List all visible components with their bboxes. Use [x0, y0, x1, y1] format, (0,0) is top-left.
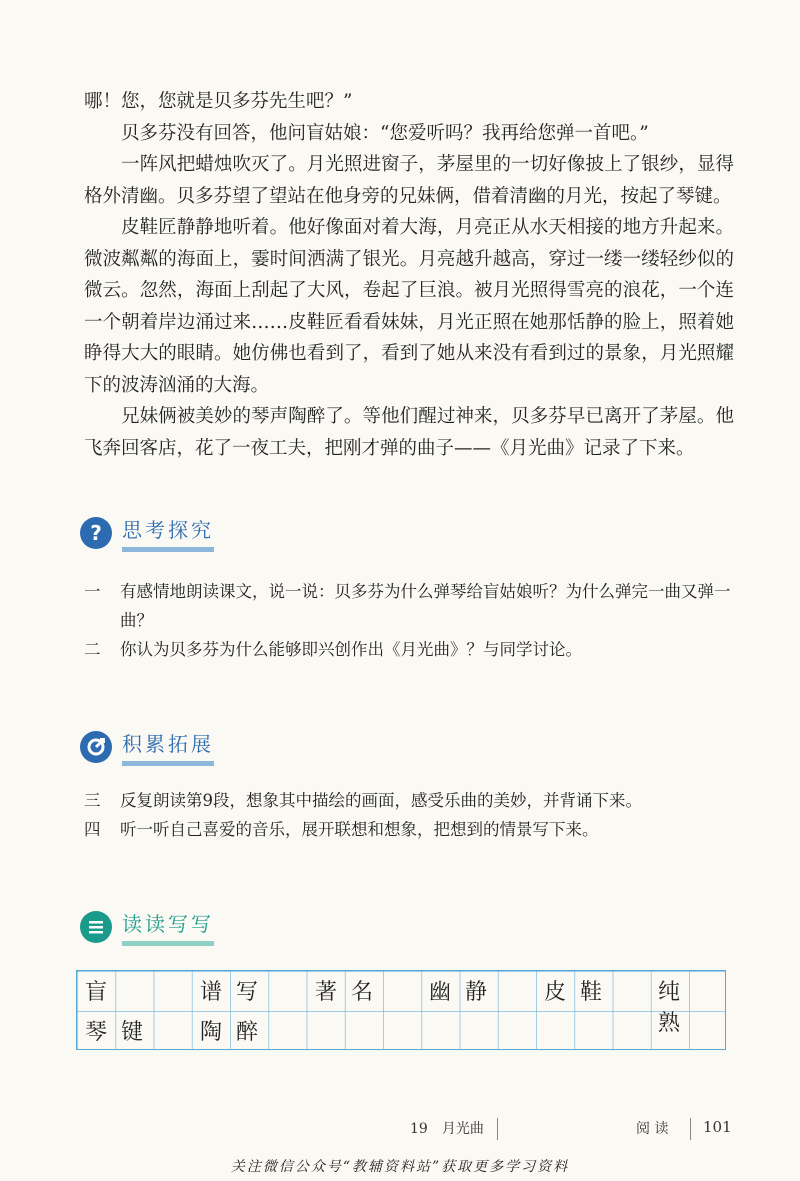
- vocab-word: 著名: [315, 980, 388, 1005]
- section-accumulate-questions: [84, 786, 734, 844]
- section-think-title: 思考探究: [122, 514, 214, 552]
- section-think-header: [80, 514, 214, 552]
- vocabulary-row-2: [77, 1011, 725, 1051]
- watermark-text: 关注微信公众号“教辅资料站”获取更多学习资料: [230, 1159, 570, 1175]
- section-accumulate-header: [80, 728, 214, 766]
- vocab-word: 陶醉: [200, 1020, 273, 1045]
- question-icon: ?: [80, 517, 112, 549]
- question-number: 二: [84, 640, 101, 659]
- section-think-questions: [84, 577, 734, 664]
- footer-unit: 阅 读: [636, 1121, 669, 1137]
- question-text: 有感情地朗读课文，说一说：贝多芬为什么弹琴给盲姑娘听？为什么弹完一曲又弹一曲？: [120, 582, 731, 630]
- page-number: 101: [703, 1118, 732, 1136]
- footer-divider: [497, 1118, 498, 1140]
- list-icon: [80, 911, 112, 943]
- question-text: 你认为贝多芬为什么能够即兴创作出《月光曲》？与同学讨论。: [120, 640, 582, 659]
- question-number: 一: [84, 582, 101, 601]
- footer-divider: [690, 1118, 691, 1140]
- question-text: 听一听自己喜爱的音乐，展开联想和想象，把想到的情景写下来。: [120, 820, 599, 839]
- paragraph-5: 兄妹俩被美妙的琴声陶醉了。等他们醒过神来，贝多芬早已离开了茅屋。他飞奔回客店，花了一夜工夫，把刚才弹的曲子——《月光曲》记录了下来。: [84, 406, 734, 459]
- paragraph-4: 皮鞋匠静静地听着。他好像面对着大海，月亮正从水天相接的地方升起来。微波粼粼的海面上，霎时间洒满了银光。月亮越升越高，穿过一缕一缕轻纱似的微云。忽然，海面上刮起了大风，卷起了巨浪。被月光照得雪亮的浪花，一个连一个朝着岸边涌过来……皮鞋匠看看妹妹，月光正照在她那恬静的脸上，照着她睁得大大的眼睛。她仿佛也看到了，看到了她从来没有看到过的景象，月光照耀下的波涛汹涌的大海。: [84, 217, 734, 396]
- section-write-title: 读读写写: [122, 908, 214, 946]
- vocab-word: 盲: [85, 980, 122, 1005]
- section-accumulate-title: 积累拓展: [122, 728, 214, 766]
- paragraph-3: 一阵风把蜡烛吹灭了。月光照进窗子，茅屋里的一切好像披上了银纱，显得格外清幽。贝多芬望了望站在他身旁的兄妹俩，借着清幽的月光，按起了琴键。: [84, 154, 734, 207]
- vocab-word: 皮鞋: [544, 980, 617, 1005]
- lesson-body: [84, 86, 734, 464]
- section-write-header: [80, 908, 214, 946]
- vocabulary-grid: [76, 970, 726, 1050]
- question-item: [84, 577, 734, 635]
- paragraph-2: 贝多芬没有回答，他问盲姑娘：“您爱听吗？我再给您弹一首吧。”: [121, 122, 649, 144]
- question-number: 三: [84, 791, 101, 810]
- target-arrow-icon: [80, 731, 112, 763]
- question-item: [84, 635, 734, 664]
- question-item: [84, 815, 734, 844]
- paragraph-1: 哪！您，您就是贝多芬先生吧？”: [84, 91, 353, 112]
- vocab-word: 幽静: [429, 980, 502, 1005]
- footer-lesson: 19 月光曲: [410, 1121, 484, 1137]
- vocab-word: 纯熟: [658, 980, 695, 1036]
- vocab-word: 谱写: [200, 980, 273, 1005]
- question-item: [84, 786, 734, 815]
- question-number: 四: [84, 820, 101, 839]
- question-text: 反复朗读第9段，想象其中描绘的画面，感受乐曲的美妙，并背诵下来。: [120, 791, 642, 810]
- vocab-word: 琴键: [85, 1020, 158, 1045]
